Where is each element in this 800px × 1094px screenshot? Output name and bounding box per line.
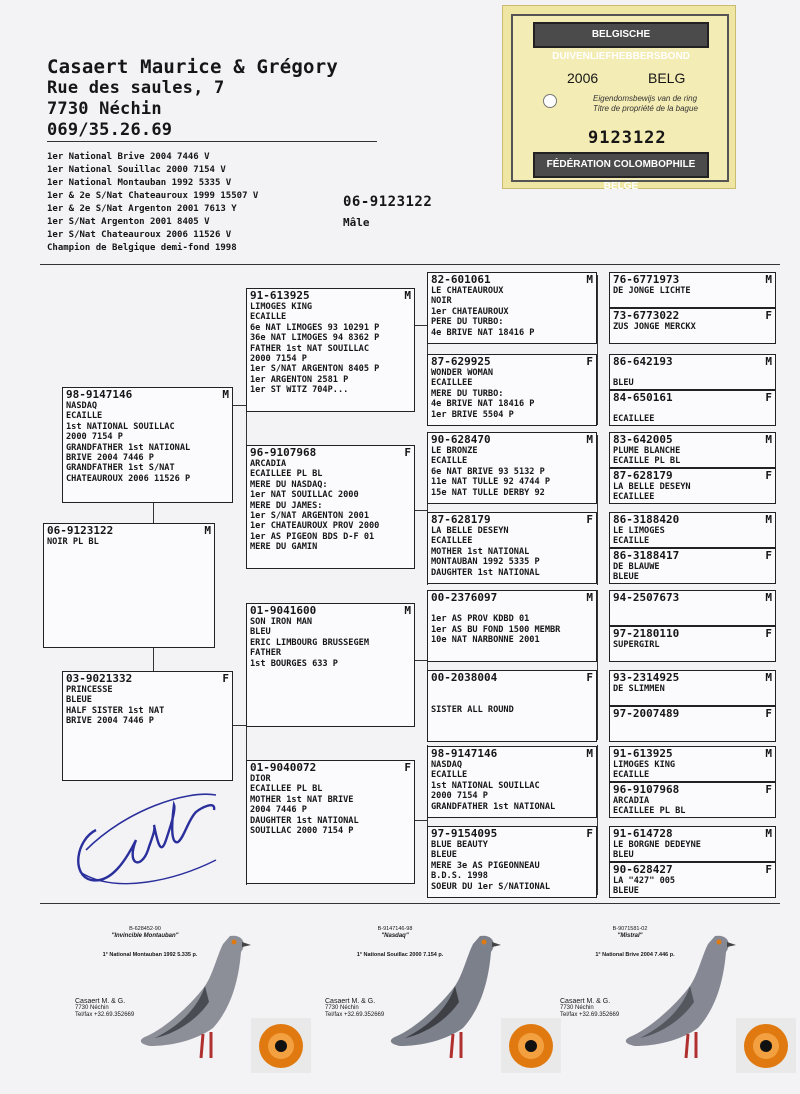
achievements-list [47,151,258,255]
connector-line [597,510,598,585]
owner-phone: 069/35.26.69 [47,120,173,140]
ring-number: 93-2314925 [613,671,680,684]
pedigree-line: LE BORGNE DEDEYNE [613,840,701,850]
sex-marker: F [586,513,593,526]
pedigree-line: 1er CHATEAUROUX [431,306,509,317]
pedigree-box-header [431,434,593,446]
pedigree-line: SOEUR DU 1er S/NATIONAL [431,881,550,892]
pedigree-box [609,670,776,706]
pigeon-photo [135,916,255,1066]
pedigree-line: SOUILLAC 2000 7154 P [250,826,354,837]
pedigree-line: NASDAQ [431,760,463,770]
owner-name: Casaert Maurice & Grégory [47,56,338,78]
subject-ring: 06-9123122 [343,194,433,210]
photo-ring: B-628452-90 [129,926,161,932]
pedigree-line: 1er AS BU FOND 1500 MEMBR [431,624,561,635]
pedigree-line: BLEUE [613,886,639,897]
pedigree-line: B.D.S. 1998 [431,871,488,882]
connector-line [415,510,427,511]
pedigree-box [609,706,776,742]
pedigree-box [427,354,597,426]
pedigree-box-header [47,525,211,537]
pedigree-line: NASDAQ [66,401,98,411]
ring-number: 90-628470 [431,433,491,446]
sex-marker: M [204,524,211,537]
pedigree-line: ECAILLE [431,456,468,467]
sex-marker: F [765,627,772,640]
pedigree-line: FATHER [250,648,282,659]
pedigree-line: 4e BRIVE NAT 18416 P [431,399,535,410]
connector-line [597,745,598,820]
pedigree-line: WONDER WOMAN [431,368,494,378]
certificate-bottom-band: FÉDÉRATION COLOMBOPHILE BELGE [533,152,709,178]
pedigree-line: PRINCESSE [66,685,113,695]
pedigree-box-header [613,310,772,322]
pedigree-line: ZUS JONGE MERCKX [613,322,696,332]
punch-hole [543,94,557,108]
pedigree-line: ECAILLEE [613,492,655,503]
pedigree-line: CHATEAUROUX 2006 11526 P [66,473,191,484]
pedigree-line: LE BRONZE [431,446,478,456]
achievement-item: Champion de Belgique demi-fond 1998 [47,243,237,253]
sex-marker: M [586,273,593,286]
pedigree-box-header [250,762,411,774]
photo-name: "Invincible Montauban" [111,933,179,939]
pedigree-box [427,432,597,504]
sex-marker: M [765,747,772,760]
pedigree-box [62,671,233,781]
pedigree-box [43,523,215,648]
ring-number: 00-2038004 [431,671,498,684]
connector-line [153,648,154,671]
pedigree-line: LE LIMOGES [613,526,665,536]
ring-number: 98-9147146 [66,388,133,401]
pedigree-bottom-rule [40,903,780,904]
certificate-top-band: BELGISCHE DUIVENLIEFHEBBERSBOND [533,22,709,48]
pedigree-box-header [613,470,772,482]
pedigree-line: 2000 7154 P [250,354,307,365]
pedigree-box-header [431,748,593,760]
pedigree-line: BLEUE [66,695,92,706]
pedigree-line: PERE DU TURBO: [431,317,504,328]
ring-number: 06-9123122 [47,524,114,537]
pedigree-box-header [431,356,593,368]
pedigree-line: 6e NAT LIMOGES 93 10291 P [250,322,380,333]
pedigree-box-header [613,748,772,760]
pedigree-line: 10e NAT NARBONNE 2001 [431,635,540,646]
owner-header [47,56,338,141]
achievement-item: 1er National Montauban 1992 5335 V [47,178,232,188]
ring-number: 97-2007489 [613,707,680,720]
pigeon-photo [620,916,740,1066]
pedigree-box-header [613,864,772,876]
connector-line [597,275,598,350]
ring-number: 03-9021332 [66,672,133,685]
pedigree-box [62,387,233,503]
pedigree-line: GRANDFATHER 1st S/NAT [66,463,175,474]
pedigree-line: 1st NATIONAL SOUILLAC [431,780,540,791]
certificate-country: BELG [648,70,686,86]
pedigree-line [431,694,593,704]
sex-marker: M [765,433,772,446]
ring-number: 83-642005 [613,433,673,446]
connector-line [233,725,246,726]
certificate-line-nl: Eigendomsbewijs van de ring [593,94,698,103]
pedigree-box-header [613,514,772,526]
achievement-item: 1er National Souillac 2000 7154 V [47,165,226,175]
ring-number: 98-9147146 [431,747,498,760]
ring-number: 97-2180110 [613,627,680,640]
certificate-year: 2006 [567,70,599,86]
pedigree-box-header [431,514,593,526]
ring-number: 87-629925 [431,355,491,368]
pedigree-box [246,760,415,884]
pedigree-line: SUPERGIRL [613,640,660,650]
pedigree-line: BLEUE [431,850,457,861]
pedigree-line: MOTHER 1st NAT BRIVE [250,794,354,805]
photo-card-2 [305,908,545,1073]
photo-loft: Casaert M. & G. 7730 Néchin Tel/fax +32.69.352669 [325,998,385,1018]
sex-marker: M [586,433,593,446]
pedigree-box-header [250,605,411,617]
connector-line [597,590,598,665]
sex-marker: F [404,761,411,774]
pedigree-line [431,684,593,694]
owner-street: Rue des saules, 7 [47,78,225,98]
pedigree-line: PLUME BLANCHE [613,446,681,456]
pedigree-line: MERE DU NASDAQ: [250,479,328,490]
pedigree-line: DAUGHTER 1st NATIONAL [431,567,540,578]
pedigree-box [609,826,776,862]
pedigree-line: MONTAUBAN 1992 5335 P [431,557,540,568]
pedigree-line: DE BLAUWE [613,562,660,572]
pedigree-box-header [613,274,772,286]
photo-card-1 [55,908,295,1073]
eye-photo [251,1018,311,1073]
pedigree-box-header [613,392,772,404]
pedigree-box [609,590,776,626]
connector-line [597,350,598,425]
pedigree-line: ECAILLEE PL BL [250,469,323,480]
pedigree-line: BLEU [613,850,634,861]
photo-loft: Casaert M. & G. 7730 Néchin Tel/fax +32.69.352669 [75,998,135,1018]
sex-marker: M [586,747,593,760]
ring-number: 91-613925 [250,289,310,302]
owner-city: 7730 Néchin [47,99,162,119]
pedigree-line: 2000 7154 P [431,791,488,802]
photo-ring: B-9147146-98 [377,926,413,932]
pedigree-line: 1er AS PROV KDBD 01 [431,614,530,625]
ring-number: 82-601061 [431,273,491,286]
connector-line [597,820,598,895]
pedigree-line [431,604,593,614]
pedigree-line: MERE 3e AS PIGEONNEAU [431,860,540,871]
sex-marker: F [765,783,772,796]
certificate-frame [511,14,729,192]
pigeon-photo [385,916,505,1066]
sex-marker: M [765,591,772,604]
photo-name: "Mistral" [617,933,643,939]
ring-number: 86-3188417 [613,549,680,562]
pedigree-line: BRIVE 2004 7446 P [66,453,154,464]
ring-number: 84-650161 [613,391,673,404]
pedigree-line: GRANDFATHER 1st NATIONAL [66,442,191,453]
pedigree-line: ARCADIA [250,459,287,469]
pedigree-box-header [431,672,593,684]
pedigree-box [427,590,597,662]
pedigree-line: ECAILLEE PL BL [613,806,686,817]
pedigree-box [609,548,776,584]
connector-line [415,325,427,326]
sex-marker: F [765,863,772,876]
ring-number: 91-614728 [613,827,673,840]
pedigree-box-header [250,447,411,459]
pedigree-line: ECAILLE [66,411,103,422]
pedigree-box [427,746,597,818]
pedigree-line: ECAILLEE [431,378,473,389]
ring-number: 01-9041600 [250,604,317,617]
ring-number: 96-9107968 [250,446,317,459]
pedigree-box [609,512,776,548]
sex-marker: F [765,549,772,562]
ring-certificate [502,5,736,192]
pedigree-line: LA BELLE DESEYN [431,526,509,536]
photo-loft: Casaert M. & G. 7730 Néchin Tel/fax +32.69.352669 [560,998,620,1018]
pedigree-line: ECAILLEE [431,536,473,547]
header-divider [47,141,377,142]
photo-strip [40,908,780,1073]
pedigree-line: 1er ST WITZ 704P... [250,385,349,396]
sex-marker: F [765,469,772,482]
certificate-line-fr: Titre de propriété de la bague [593,104,698,113]
achievement-item: 1er & 2e S/Nat Argenton 2001 7613 Y [47,204,237,214]
pedigree-line: 1er AS PIGEON BDS D-F 01 [250,531,375,542]
pedigree-box [427,670,597,742]
pedigree-box [246,603,415,727]
pedigree-box-header [613,628,772,640]
pedigree-box [609,468,776,504]
connector-line [153,503,154,523]
pedigree-line: DAUGHTER 1st NATIONAL [250,815,359,826]
sex-marker: M [765,827,772,840]
pedigree-line: ECAILLE [613,536,650,547]
pedigree-line: SISTER ALL ROUND [431,704,514,715]
pedigree-box [427,512,597,584]
pedigree-line: NOIR [431,296,452,307]
ring-number: 00-2376097 [431,591,498,604]
connector-line [415,660,427,661]
pedigree-line: DE SLIMMEN [613,684,665,694]
pedigree-box-header [613,356,772,368]
pedigree-box [427,826,597,898]
subject-sex: Mâle [343,216,370,229]
ring-number: 01-9040072 [250,761,317,774]
pedigree-line: GRANDFATHER 1st NATIONAL [431,801,556,812]
ring-number: 97-9154095 [431,827,498,840]
connector-line [597,435,598,510]
pedigree-line: HALF SISTER 1st NAT [66,705,165,716]
pedigree-line: NOIR PL BL [47,537,99,547]
pedigree-box [609,308,776,344]
sex-marker: F [222,672,229,685]
pedigree-line: 11e NAT TULLE 92 4744 P [431,477,550,488]
pedigree-box-header [431,274,593,286]
pedigree-line [613,368,772,378]
pedigree-box-header [613,708,772,720]
pedigree-line: 1er BRIVE 5504 P [431,409,514,420]
photo-name: "Nasdaq" [381,933,409,939]
pedigree-line: BRIVE 2004 7446 P [66,716,154,727]
pedigree-line: 2000 7154 P [66,432,123,443]
pedigree-line: 36e NAT LIMOGES 94 8362 P [250,333,380,344]
sex-marker: F [586,355,593,368]
sex-marker: F [586,671,593,684]
sex-marker: F [765,391,772,404]
pedigree-box-header [431,828,593,840]
pedigree-line: ECAILLEE [613,414,655,425]
ring-number: 87-628179 [613,469,673,482]
pedigree-line: 6e NAT BRIVE 93 5132 P [431,466,545,477]
pedigree-box-header [431,592,593,604]
pedigree-line: 1er ARGENTON 2581 P [250,374,349,385]
pedigree-top-rule [40,264,780,265]
sex-marker: M [404,289,411,302]
sex-marker: M [586,591,593,604]
pedigree-line: 1er S/NAT ARGENTON 2001 [250,511,369,522]
ring-number: 73-6773022 [613,309,680,322]
pedigree-line: MERE DU JAMES: [250,500,323,511]
pedigree-line: FATHER 1st NAT SOUILLAC [250,343,369,354]
pedigree-box [609,354,776,390]
pedigree-line: 2004 7446 P [250,805,307,816]
sex-marker: M [404,604,411,617]
pedigree-line: ERIC LIMBOURG BRUSSEGEM [250,637,369,648]
sex-marker: M [222,388,229,401]
pedigree-box-header [613,434,772,446]
ring-number: 96-9107968 [613,783,680,796]
pedigree-line: 15e NAT TULLE DERBY 92 [431,487,545,498]
pedigree-box-header [613,592,772,604]
pedigree-line: LIMOGES KING [613,760,676,770]
photo-result: 1° National Souillac 2000 7.154 p. [356,952,444,958]
pedigree-line: ARCADIA [613,796,650,806]
pedigree-box [427,272,597,344]
pedigree-box-header [613,828,772,840]
pedigree-line: LA "427" 005 [613,876,676,886]
ring-number: 86-642193 [613,355,673,368]
pedigree-box [609,272,776,308]
pedigree-box [609,782,776,818]
pedigree-line: 1st NATIONAL SOUILLAC [66,421,175,432]
achievement-item: 1er National Brive 2004 7446 V [47,152,210,162]
pedigree-box [246,445,415,569]
certificate-number: 9123122 [588,128,667,148]
ring-number: 91-613925 [613,747,673,760]
connector-line [415,820,427,821]
sex-marker: F [586,827,593,840]
photo-ring: B-9071581-02 [612,926,648,932]
pedigree-box-header [66,673,229,685]
ring-number: 86-3188420 [613,513,680,526]
ring-number: 94-2507673 [613,591,680,604]
pedigree-line: 1er S/NAT ARGENTON 8405 P [250,364,380,375]
pedigree-line: BLEU [250,627,271,638]
photo-result: 1° National Montauban 1992 5.335 p. [102,952,198,958]
achievement-item: 1er S/Nat Argenton 2001 8405 V [47,217,210,227]
ring-number: 90-628427 [613,863,673,876]
pedigree-line: SON IRON MAN [250,617,313,627]
sex-marker: M [765,671,772,684]
pedigree-box [609,432,776,468]
sex-marker: M [765,273,772,286]
connector-line [233,405,246,406]
achievement-item: 1er & 2e S/Nat Chateauroux 1999 15507 V [47,191,259,201]
pedigree-line: MERE DU TURBO: [431,388,504,399]
sex-marker: M [765,513,772,526]
ring-number: 76-6771973 [613,273,680,286]
pedigree-line [613,404,772,414]
pedigree-line: LA BELLE DESEYN [613,482,691,492]
ring-number: 87-628179 [431,513,491,526]
pedigree-box-header [613,784,772,796]
pedigree-box-header [250,290,411,302]
connector-line [597,665,598,740]
photo-card-3 [540,908,780,1073]
pedigree-line: BLEU [613,378,634,389]
pedigree-box-header [613,672,772,684]
pedigree-box-header [66,389,229,401]
eye-photo [736,1018,796,1073]
pedigree-line: DE JONGE LICHTE [613,286,691,296]
pedigree-line: ECAILLE PL BL [613,456,681,467]
sex-marker: M [765,355,772,368]
pedigree-box-header [613,550,772,562]
pedigree-line: 4e BRIVE NAT 18416 P [431,327,535,338]
pedigree-box [609,626,776,662]
pedigree-line: BLUE BEAUTY [431,840,488,850]
pedigree-line: 1er NAT SOUILLAC 2000 [250,490,359,501]
pedigree-line: MOTHER 1st NATIONAL [431,546,530,557]
pedigree-line: DIOR [250,774,271,784]
pedigree-line: MERE DU GAMIN [250,542,318,553]
pedigree-line: ECAILLE [431,770,468,781]
pedigree-box [246,288,415,412]
pedigree-box [609,862,776,898]
photo-result: 1° National Brive 2004 7.446 p. [595,952,675,958]
pedigree-line: BLEUE [613,572,639,583]
sex-marker: F [765,707,772,720]
pedigree-line: 1er CHATEAUROUX PROV 2000 [250,521,380,532]
achievement-item: 1er S/Nat Chateauroux 2006 11526 V [47,230,232,240]
pedigree-line: ECAILLEE PL BL [250,784,323,795]
sex-marker: F [765,309,772,322]
pedigree-line: LE CHATEAUROUX [431,286,504,296]
pedigree-line: ECAILLE [613,770,650,781]
pedigree-box [609,390,776,426]
pedigree-line: LIMOGES KING [250,302,313,312]
sex-marker: F [404,446,411,459]
pedigree-line: ECAILLE [250,312,287,323]
signature [66,780,226,900]
pedigree-line: 1st BOURGES 633 P [250,658,338,669]
pedigree-box [609,746,776,782]
